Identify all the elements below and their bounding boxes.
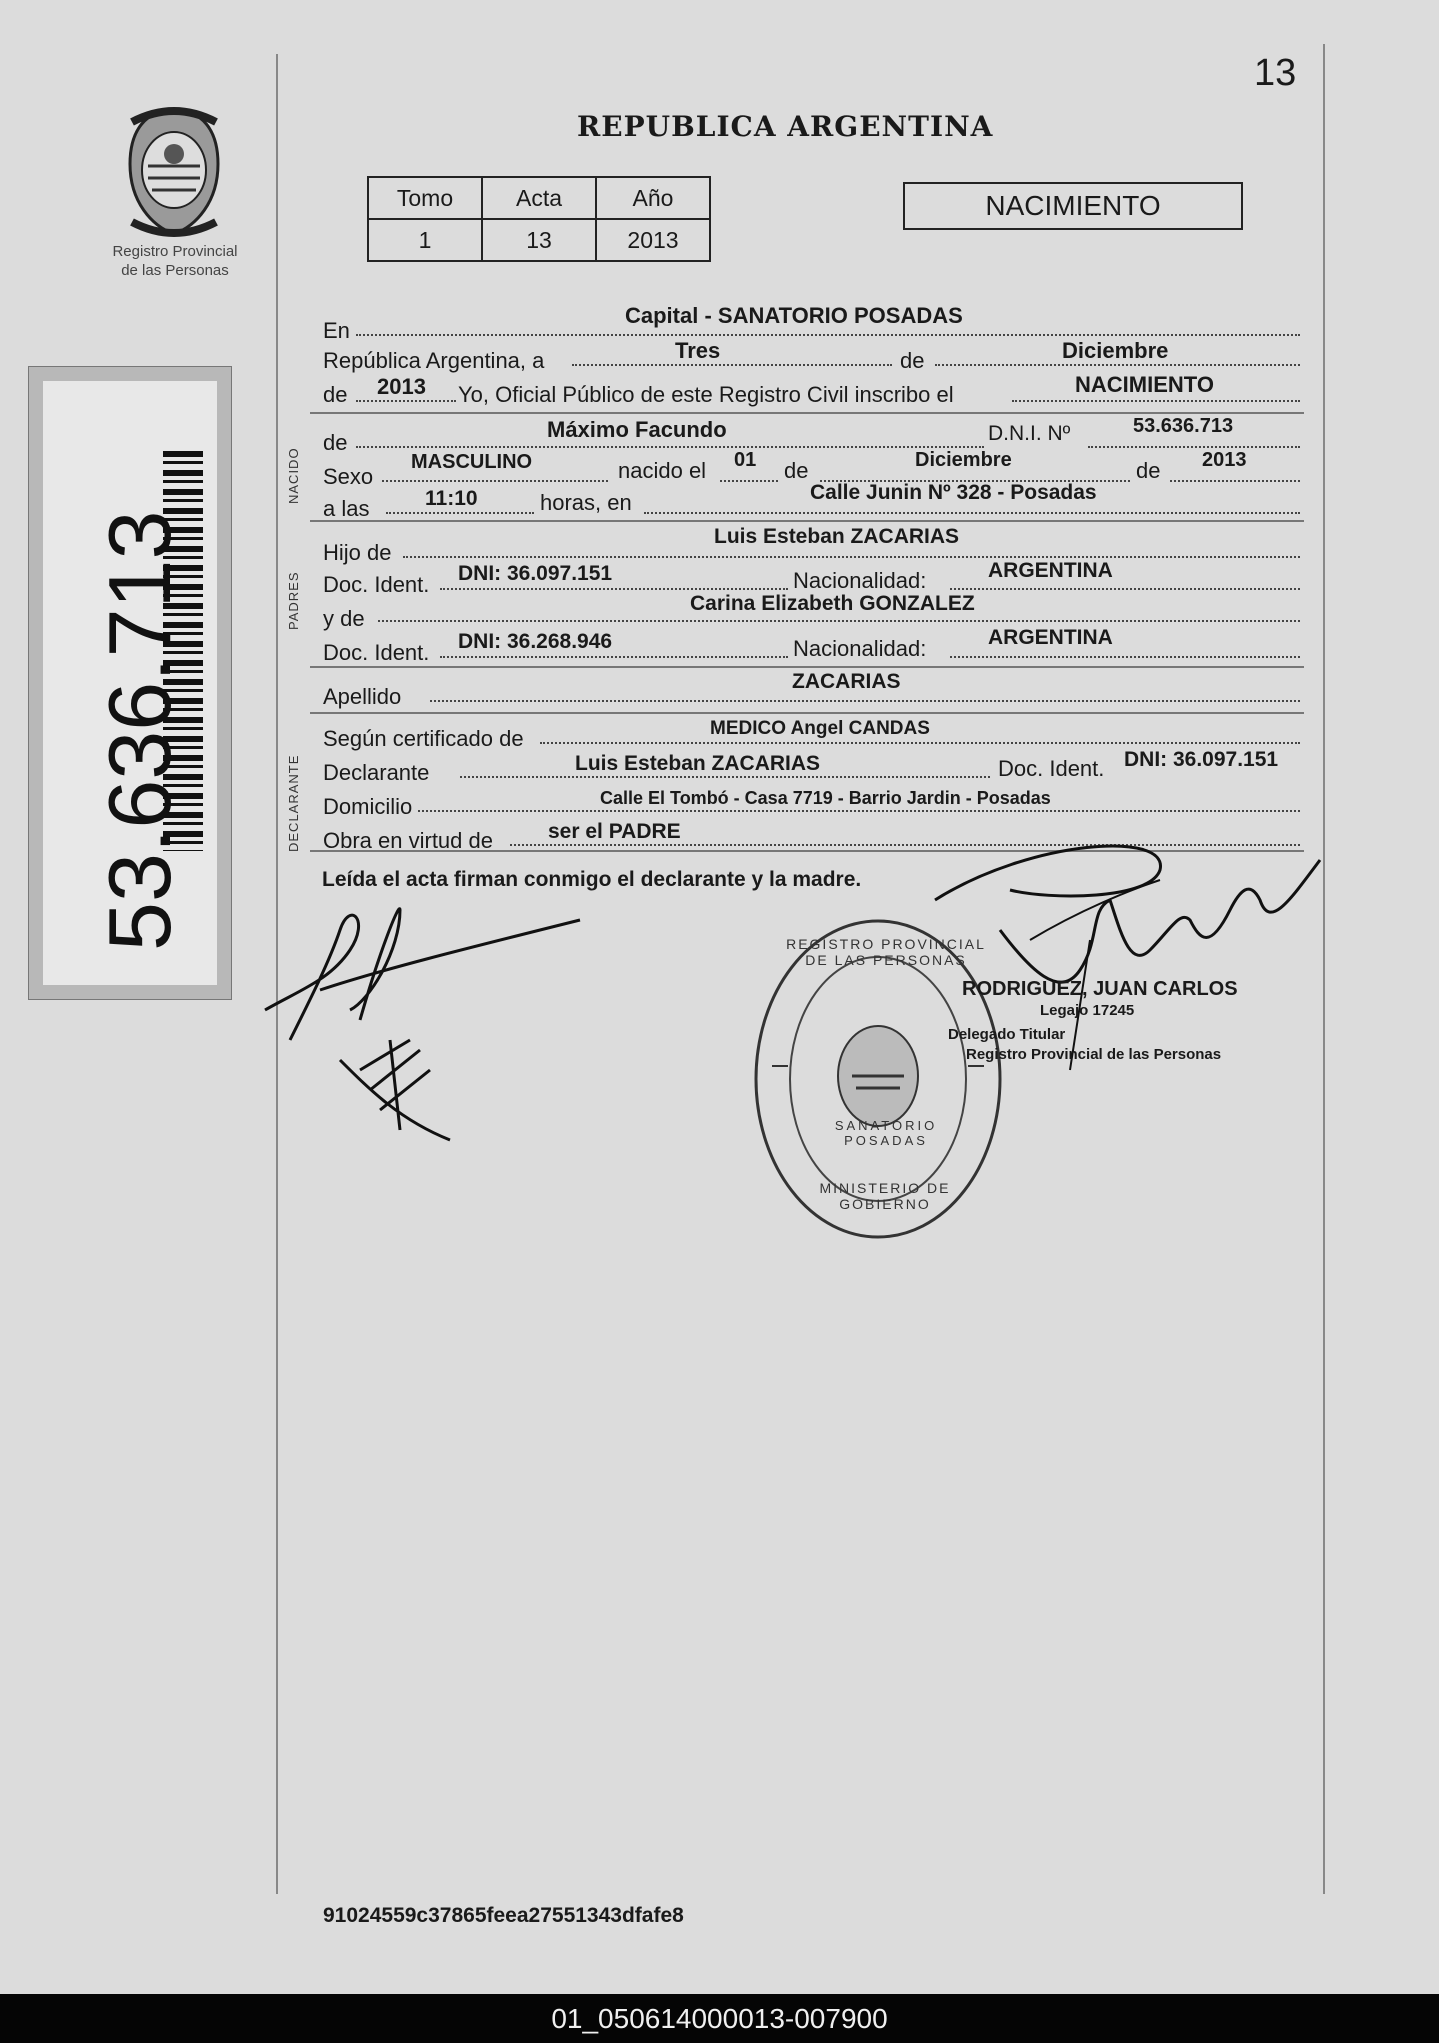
padre-dots (403, 556, 1300, 558)
en-dots (356, 334, 1300, 336)
madre-dots (378, 620, 1300, 622)
header-title: REPUBLICA ARGENTINA (577, 110, 994, 143)
hora-value: 11:10 (425, 487, 478, 510)
madre-nac-dots (950, 656, 1300, 658)
madre-value: Carina Elizabeth GONZALEZ (690, 592, 975, 615)
sexo-label: Sexo (323, 464, 374, 489)
a-las-label: a las (323, 496, 370, 521)
tomo-value: 1 (368, 219, 482, 261)
de-label-4: de (784, 458, 809, 483)
section-label-padres: PADRES (286, 571, 301, 630)
section-label-nacido: NACIDO (286, 447, 301, 504)
section-separator-1 (310, 412, 1304, 414)
dni-value: 53.636.713 (1133, 415, 1234, 437)
certificado-value: MEDICO Angel CANDAS (710, 718, 930, 739)
padre-doc-dots (440, 588, 788, 590)
tomo-header: Tomo (368, 177, 482, 219)
obra-value: ser el PADRE (548, 820, 681, 843)
padre-doc-value: DNI: 36.097.151 (458, 562, 613, 585)
nac-anio-value: 2013 (1202, 449, 1247, 471)
dni-label: D.N.I. Nº (988, 422, 1071, 445)
official-cargo: Delegado Titular (948, 1026, 1066, 1043)
dia-dots (572, 364, 892, 366)
apellido-value: ZACARIAS (792, 670, 901, 693)
domicilio-value: Calle El Tombó - Casa 7719 - Barrio Jardin - Posadas (600, 788, 1051, 808)
certificado-dots (540, 742, 1300, 744)
apellido-label: Apellido (323, 684, 402, 709)
de-label: de (900, 348, 925, 373)
acta-value: 13 (482, 219, 596, 261)
barcode-sticker (28, 366, 232, 1000)
declarante-label: Declarante (323, 760, 430, 785)
nac-dia-value: 01 (734, 449, 757, 471)
padre-value: Luis Esteban ZACARIAS (714, 525, 960, 548)
hora-dots (386, 512, 534, 514)
nacionalidad-label-2: Nacionalidad: (793, 636, 927, 661)
section-separator-4 (310, 712, 1304, 714)
stamp-inner-text: SANATORIO POSADAS (834, 1118, 938, 1148)
hijo-de-label: Hijo de (323, 540, 392, 565)
declarante-doc-value: DNI: 36.097.151 (1124, 748, 1279, 771)
padre-nac-value: ARGENTINA (988, 559, 1113, 582)
anio-header: Año (596, 177, 710, 219)
page-number: 13 (1254, 52, 1297, 94)
official-name: RODRIGUEZ, JUAN CARLOS (962, 978, 1238, 1000)
padre-nac-dots (950, 588, 1300, 590)
lugar-dots (644, 512, 1300, 514)
inscribo-dots (1012, 400, 1300, 402)
domicilio-dots (418, 810, 1300, 812)
horas-en-label: horas, en (540, 490, 632, 515)
obra-label: Obra en virtud de (323, 828, 493, 853)
section-separator-2 (310, 520, 1304, 522)
nacido-el-label: nacido el (618, 458, 707, 483)
dia-value: Tres (675, 338, 721, 363)
declarante-value: Luis Esteban ZACARIAS (575, 752, 821, 775)
official-registro: Registro Provincial de las Personas (966, 1046, 1222, 1063)
footer-code: 01_050614000013-007900 (0, 1994, 1439, 2043)
anio-value-body: 2013 (377, 374, 426, 399)
logo-caption-2: de las Personas (121, 262, 229, 279)
misiones-coat-of-arms-icon (118, 104, 230, 240)
nac-anio-dots (1170, 480, 1300, 482)
nac-mes-value: Diciembre (915, 449, 1012, 471)
anio-dots (356, 400, 456, 402)
oficial-text: Yo, Oficial Público de este Registro Civil inscribo el (458, 382, 954, 407)
doc-ident-label: Doc. Ident. (323, 572, 430, 597)
stamp-bottom-text: MINISTERIO DE GOBIERNO (819, 1180, 951, 1212)
section-label-declarante: DECLARANTE (286, 754, 301, 852)
mes-dots (935, 364, 1300, 366)
madre-doc-dots (440, 656, 788, 658)
inscribo-value: NACIMIENTO (1075, 372, 1214, 397)
stamp-outer-text: REGISTRO PROVINCIAL DE LAS PERSONAS (786, 936, 986, 968)
declarante-signature (260, 890, 590, 1150)
sexo-value: MASCULINO (411, 451, 533, 473)
acta-header: Acta (482, 177, 596, 219)
declarante-dots (460, 776, 990, 778)
dni-dots (1088, 446, 1300, 448)
anio-value: 2013 (596, 219, 710, 261)
madre-doc-value: DNI: 36.268.946 (458, 630, 613, 653)
madre-nac-value: ARGENTINA (988, 626, 1113, 649)
tomo-acta-anio-table (367, 176, 711, 262)
doc-ident-label-3: Doc. Ident. (998, 756, 1105, 781)
document-hash: 91024559c37865feea27551343dfafe8 (323, 1904, 684, 1927)
sexo-dots (382, 480, 608, 482)
republica-label: República Argentina, a (323, 348, 545, 373)
barcode-number: 53.636.713 (90, 510, 189, 951)
barcode-label (43, 381, 217, 985)
doc-ident-label-2: Doc. Ident. (323, 640, 430, 665)
act-type-box: NACIMIENTO (903, 182, 1243, 230)
nombre-dots (356, 446, 984, 448)
mes-value: Diciembre (1062, 338, 1169, 363)
section-separator-3 (310, 666, 1304, 668)
domicilio-label: Domicilio (323, 794, 413, 819)
segun-label: Según certificado de (323, 726, 524, 751)
nacionalidad-label: Nacionalidad: (793, 568, 927, 593)
apellido-dots (430, 700, 1300, 702)
nombre-value: Máximo Facundo (547, 417, 727, 442)
logo-caption-1: Registro Provincial (112, 243, 238, 260)
leida-text: Leída el acta firman conmigo el declarante y la madre. (322, 868, 862, 891)
en-label: En (323, 318, 350, 343)
nac-dia-dots (720, 480, 778, 482)
en-value: Capital - SANATORIO POSADAS (625, 303, 963, 328)
de-label-5: de (1136, 458, 1161, 483)
de-label-2: de (323, 382, 348, 407)
lugar-value: Calle Junin Nº 328 - Posadas (810, 481, 1097, 504)
de-label-3: de (323, 430, 348, 455)
official-legajo: Legajo 17245 (1040, 1002, 1135, 1019)
provincial-logo (118, 104, 230, 240)
y-de-label: y de (323, 606, 365, 631)
